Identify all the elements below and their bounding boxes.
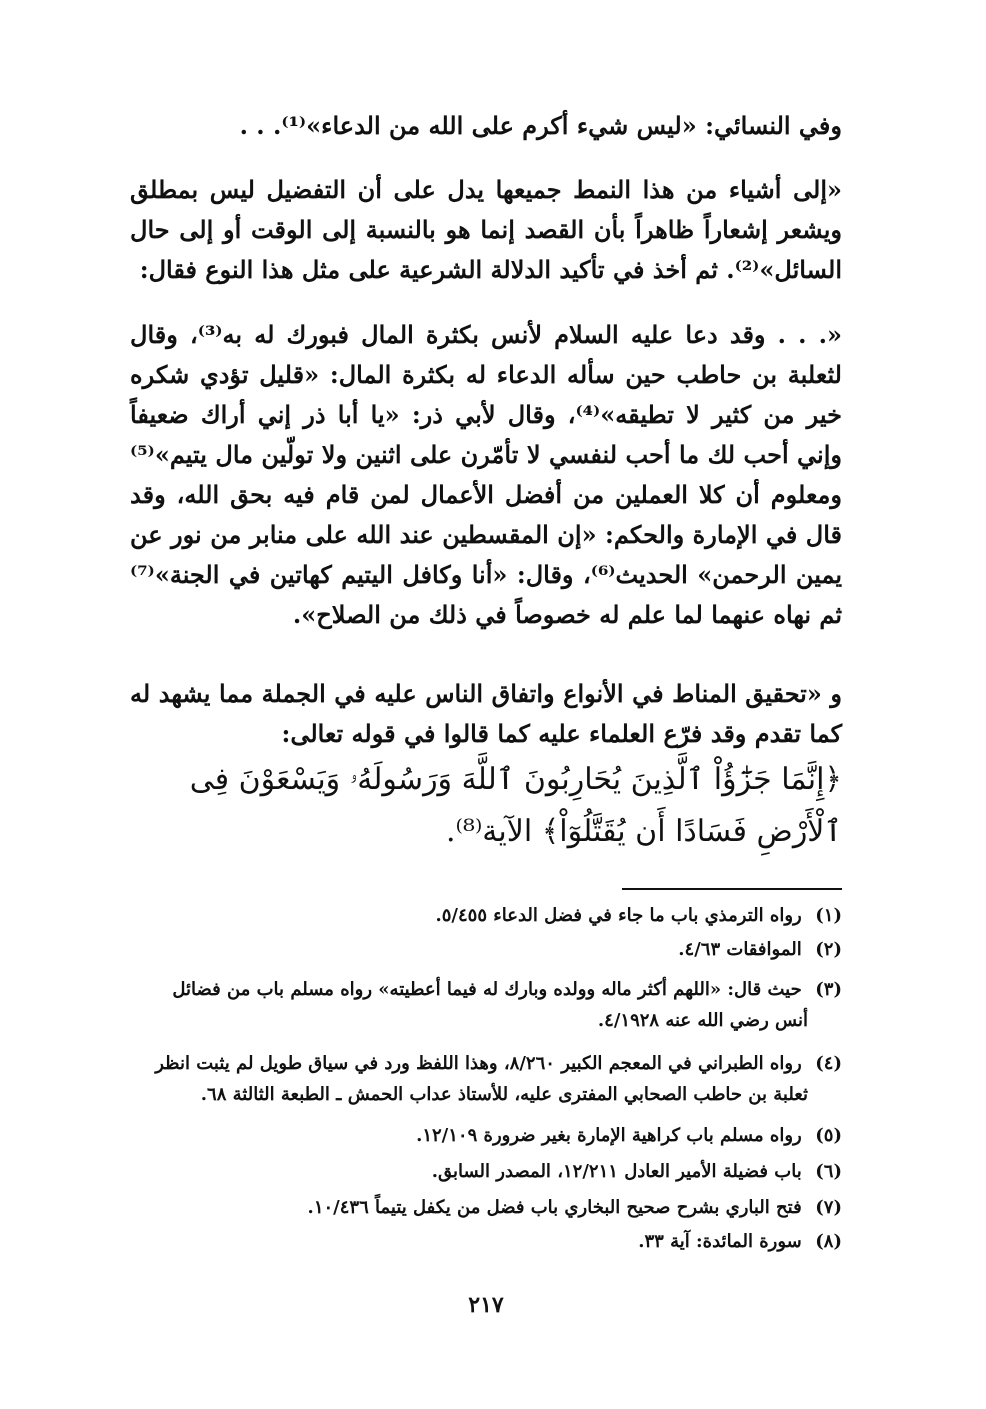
footnote-2: (٢) الموافقات ٤/٦٣. [678, 939, 842, 960]
paragraph-nasai: وفي النسائي: «ليس شيء أكرم على الله من الدعاء»⁽¹⁾. . . [239, 111, 842, 140]
footnote-divider [622, 888, 842, 890]
paragraph-tahqiq: و «تحقيق المناط في الأنواع واتفاق الناس عليه في الجملة مما يشهد له كما تقدم وقد فرّع العلماء عليه كما قالوا في قوله تعالى: [130, 679, 842, 748]
page-number: ٢١٧ [468, 1292, 504, 1318]
footnote-4: (٤) رواه الطبراني في المعجم الكبير ٨/٢٦٠، وهذا اللفظ ورد في سياق طويل لم يثبت انظر ثعلبة بن حاطب الصحابي المفترى عليه، للأستاذ عداب الحمش ـ الطبعة الثالثة ٦٨. [155, 1053, 842, 1105]
footnote-5: (٥) رواه مسلم باب كراهية الإمارة بغير ضرورة ١٢/١٠٩. [416, 1125, 842, 1146]
quran-verse: ﴿إِنَّمَا جَزَٰٓؤُاْ ٱلَّذِينَ يُحَارِبُونَ ٱللَّهَ وَرَسُولَهُۥ وَيَسْعَوْنَ فِى ٱلْأَرْضِ فَسَادًا أَن يُقَتَّلُوٓاْ﴾ الآية⁽⁸⁾. [189, 762, 842, 849]
footnote-3: (٣) حيث قال: «اللهم أكثر ماله وولده وبارك له فيما أعطيته» رواه مسلم باب من فضائل أنس رضي الله عنه ٤/١٩٢٨. [172, 979, 842, 1031]
paragraph-tafdil: «إلى أشياء من هذا النمط جميعها يدل على أن التفضيل ليس بمطلق ويشعر إشعاراً ظاهراً بأن القصد إنما هو بالنسبة إلى الوقت أو إلى حال السائل»⁽²⁾. ثم أخذ في تأكيد الدلالة الشرعية على مثل هذا النوع فقال: [130, 175, 842, 284]
footnote-7: (٧) فتح الباري بشرح صحيح البخاري باب فضل من يكفل يتيماً ١٠/٤٣٦. [307, 1197, 842, 1218]
footnote-1: (١) رواه الترمذي باب ما جاء في فضل الدعاء ٥/٤٥٥. [435, 905, 842, 926]
paragraph-examples: «. . . وقد دعا عليه السلام لأنس بكثرة المال فبورك له به⁽³⁾، وقال لثعلبة بن حاطب حين سأله الدعاء له بكثرة المال: «قليل تؤدي شكره خير من كثير لا تطيقه»⁽⁴⁾، وقال لأبي ذر: «يا أبا ذر إني أراك ضعيفاً وإني أحب لك ما أحب لنفسي لا تأمّرن على اثنين ولا تولّين مال يتيم»⁽⁵⁾ ومعلوم أن كلا العملين من أفضل الأعمال لمن قام فيه بحق الله، وقد قال في الإمارة والحكم: «إن المقسطين عند الله على منابر من نور عن يمين الرحمن» الحديث⁽⁶⁾، وقال: «أنا وكافل اليتيم كهاتين في الجنة»⁽⁷⁾ ثم نهاه عنهما لما علم له خصوصاً في ذلك من الصلاح». [130, 320, 843, 629]
footnote-8: (٨) سورة المائدة: آية ٣٣. [638, 1231, 842, 1252]
footnote-6: (٦) باب فضيلة الأمير العادل ١٢/٢١١، المصدر السابق. [431, 1161, 842, 1182]
